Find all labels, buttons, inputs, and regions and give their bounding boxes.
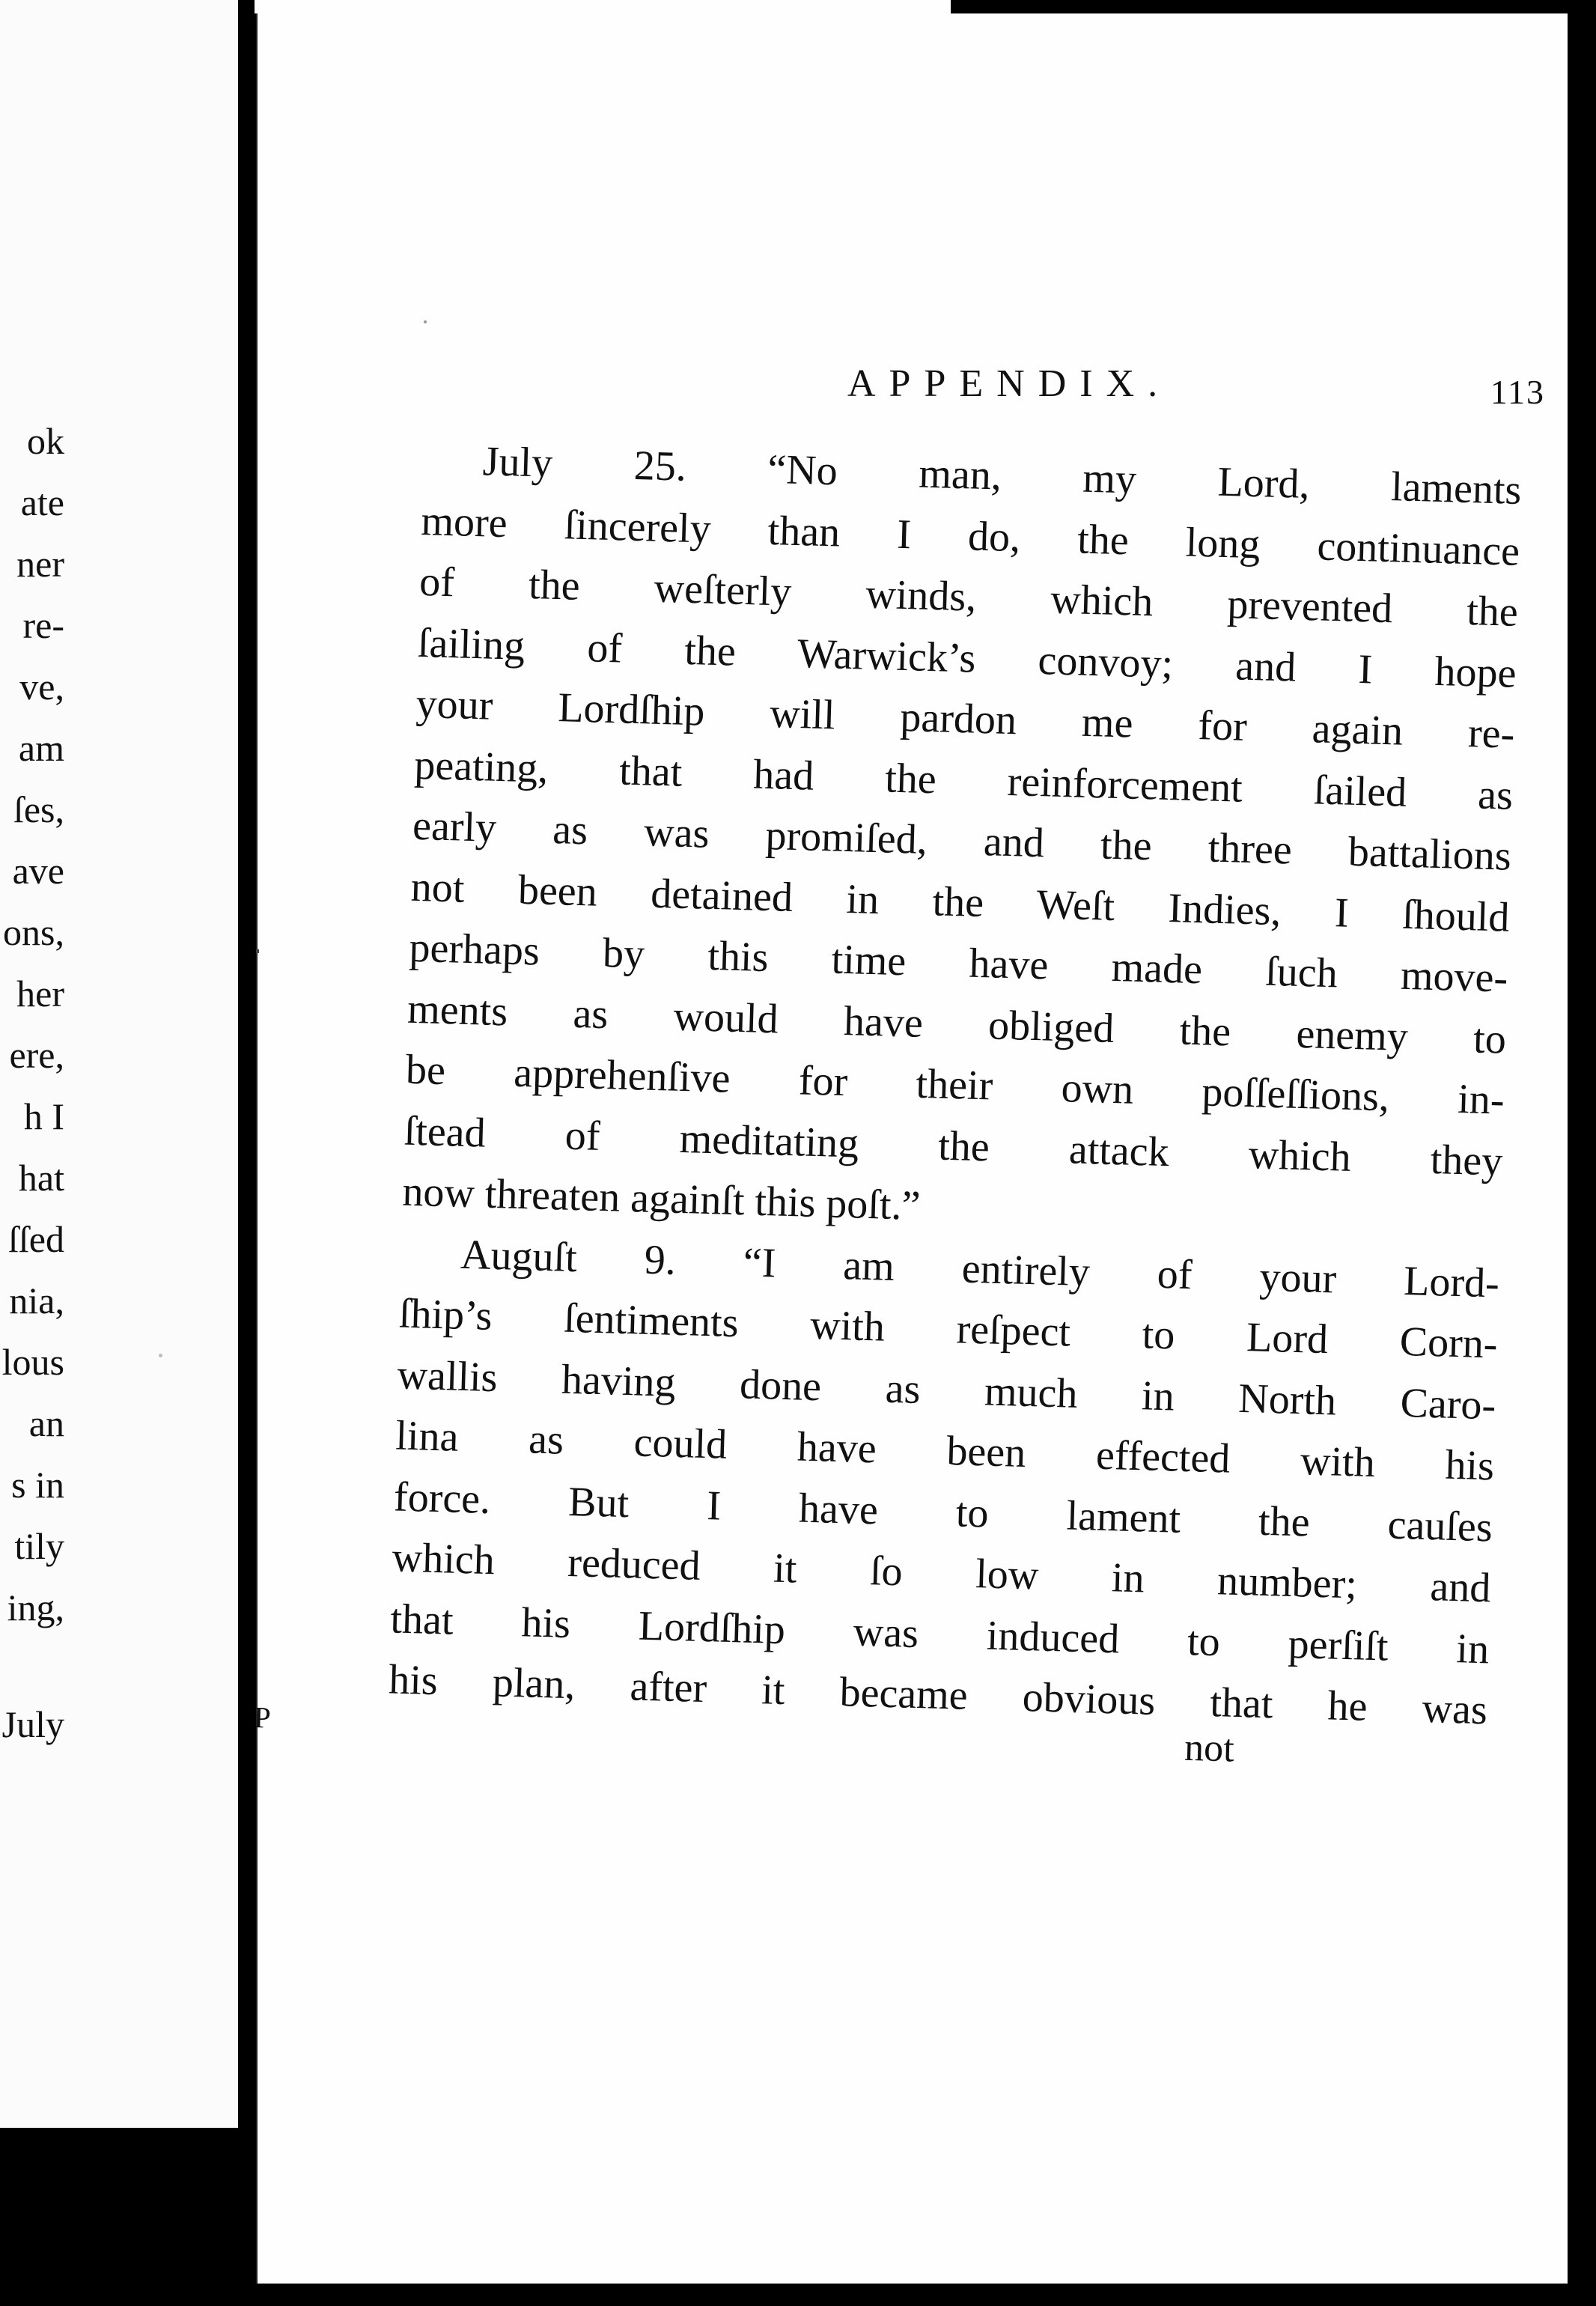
- text-line: of the weſterly winds, which prevented the: [418, 558, 1519, 636]
- facing-line: ſſed: [8, 1218, 64, 1260]
- text-line: your Lordſhip will pardon me for again re-: [415, 680, 1516, 758]
- page-top-edge: [255, 0, 951, 13]
- facing-line: ner: [16, 543, 64, 585]
- catchword: not: [1184, 1726, 1235, 1771]
- facing-page-text: [0, 410, 225, 1754]
- body-text: [388, 430, 1522, 1741]
- book-page: [253, 13, 1568, 2284]
- facing-line: ok: [27, 420, 64, 462]
- facing-line: tily: [14, 1525, 64, 1567]
- signature-mark: P: [253, 1700, 272, 1735]
- facing-line: ve,: [19, 666, 64, 708]
- text-line: ments as would have obliged the enemy to: [406, 985, 1507, 1063]
- facing-line: an: [28, 1402, 64, 1444]
- facing-line: re-: [22, 604, 64, 646]
- facing-line: hat: [18, 1157, 64, 1199]
- text-line: not been detained in the Weſt Indies, I ſhould: [410, 863, 1511, 941]
- facing-line: ere,: [9, 1034, 64, 1076]
- facing-line: ſes,: [13, 788, 64, 830]
- running-title: APPENDIX.: [847, 362, 1172, 405]
- facing-line: ave: [12, 850, 64, 892]
- facing-line: h I: [23, 1095, 64, 1137]
- text-line: that his Lordſhip was induced to perſiſt in: [389, 1595, 1490, 1673]
- text-line: ſhip’s ſentiments with reſpect to Lord Corn-: [398, 1290, 1499, 1368]
- facing-line: s in: [11, 1464, 64, 1506]
- text-line: Auguſt 9. “I am entirely of your Lord-: [460, 1231, 1500, 1307]
- text-line: ſtead of meditating the attack which they: [403, 1107, 1504, 1185]
- binding-gutter: [238, 0, 256, 2306]
- text-line: wallis having done as much in North Caro-: [396, 1351, 1497, 1429]
- text-line: lina as could have been effected with his: [395, 1412, 1495, 1490]
- facing-line: nia,: [9, 1280, 64, 1321]
- running-head: [437, 362, 1545, 422]
- paper-speck: [424, 320, 427, 323]
- paper-speck: [256, 949, 259, 953]
- text-line: early as was promiſed, and the three battalions: [412, 802, 1512, 880]
- facing-line: her: [16, 973, 64, 1014]
- paper-speck: [159, 1354, 162, 1357]
- text-line: which reduced it ſo low in number; and: [392, 1534, 1492, 1612]
- text-line: more ſincerely than I do, the long continuance: [420, 497, 1520, 575]
- text-line: July 25. “No man, my Lord, laments: [481, 438, 1523, 514]
- facing-line: ons,: [3, 911, 64, 953]
- text-line: be apprehenſive for their own poſſeſſions, in-: [405, 1046, 1505, 1124]
- facing-line: July: [1, 1703, 64, 1745]
- facing-line: am: [18, 727, 64, 769]
- text-line: his plan, after it became obvious that he was: [388, 1656, 1488, 1734]
- text-line: now threaten againſt this poſt.”: [401, 1168, 922, 1229]
- facing-line: ate: [20, 481, 64, 523]
- text-line: force. But I have to lament the cauſes: [393, 1473, 1493, 1551]
- facing-page-left: [0, 0, 238, 2128]
- text-line: ſailing of the Warwick’s convoy; and I hope: [417, 619, 1517, 697]
- page-number: 113: [1490, 373, 1545, 411]
- text-line: peating, that had the reinforcement ſailed as: [413, 741, 1514, 819]
- facing-line: ing,: [7, 1586, 64, 1628]
- text-line: perhaps by this time have made ſuch move-: [408, 924, 1508, 1002]
- facing-line: lous: [1, 1341, 64, 1383]
